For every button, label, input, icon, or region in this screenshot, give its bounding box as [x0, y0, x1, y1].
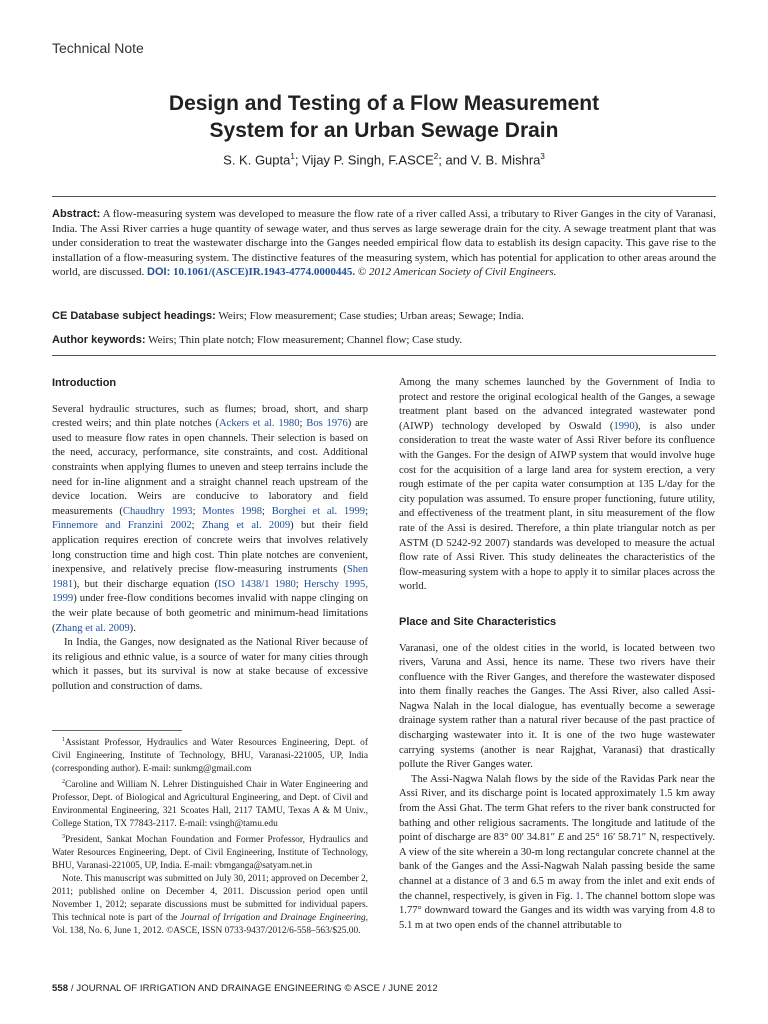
author-1-mark: 1 [290, 152, 295, 161]
keywords-text: Weirs; Thin plate notch; Flow measurement; Channel flow; Case study. [148, 334, 463, 346]
text-run: ; [299, 418, 307, 430]
abstract-bottom-rule [52, 355, 716, 356]
author-1: S. K. Gupta [223, 152, 291, 168]
note-text-end: , Vol. 138, No. 6, June 1, 2012. ©ASCE, ISSN 0733-9437/2012/6-558–563/$25.00. [52, 913, 369, 937]
citation-link[interactable]: Chaudhry 1993 [122, 505, 193, 517]
citation-link[interactable]: Finnemore and Franzini 2002 [52, 520, 192, 532]
title-line-2: System for an Urban Sewage Drain [209, 119, 559, 142]
citation-link[interactable]: 1990 [613, 420, 635, 432]
citation-link[interactable]: Shen 1981 [52, 564, 368, 590]
subject-label: CE Database subject headings: [52, 310, 216, 322]
footnote-1-text: Assistant Professor, Hydraulics and Water Resources Engineering, Dept. of Civil Engineering, Institute of Technology, BHU, Varanasi-221005, UP, India (corresponding author). E-mail: sunkmg@gmail.com [52, 738, 368, 775]
citation-link[interactable]: Bos 1976 [306, 418, 348, 430]
journal-name: Journal of Irrigation and Drainage Engineering [180, 913, 366, 924]
footnote-2-mark: 2 [62, 779, 65, 786]
author-list [60, 152, 708, 167]
text-run: Among the many schemes launched by the Government of India to protect and restore the original ecological health of the Ganges, a sewage treatment plant based on the advanced integrated wastewater pond (AIWP) technology developed by Oswald ( [399, 377, 715, 432]
footnote-3-mark: 3 [62, 834, 65, 841]
place-paragraph-1: Varanasi, one of the oldest cities in the world, is located between two rivers, Varuna and Assi, hence its name. These two rivers have their confluence with the River Ganges, and therefore the wastewater disposed into them finally reaches the Ganges. The Assi River, also called Assi-Nagwa Nalah in the local dialogue, has eventually become a sewerage drainage system rather than a natural river because of the past practice of discharging wastewater into it. It is one of the two huge wastewater carrying systems (another is near Rajghat, Varanasi) that drastically pollute the River Ganges water. [399, 642, 715, 771]
text-run: ; [192, 505, 203, 517]
doi-label: DOI: [147, 266, 171, 279]
author-2: ; Vijay P. Singh, F.ASCE [294, 152, 434, 168]
text-run: ), but their discharge equation ( [73, 578, 218, 590]
citation-link[interactable]: Herschy 1995, 1999 [52, 578, 368, 605]
citation-link[interactable]: Montes 1998 [202, 505, 263, 517]
text-run: ) but their field application requires erection of concrete weirs that involves relatively long construction time and high cost. Thin plate notches are convenient, inexpensive, and relatively precise flow-measuring instruments ( [52, 520, 368, 576]
citation-link[interactable]: Ackers et al. 1980 [218, 418, 300, 430]
keywords-label: Author keywords: [52, 334, 146, 346]
text-run: The Assi-Nagwa Nalah flows by the side of the Ravidas Park near the Assi River, and its discharge point is located approximately 1.5 km away from the Assi Ghat. The term Ghat refers to the river bank constructed for bathing and other religious sacraments. The longitude and latitude of the point of discharge are 83° 00′ 34.81″ [399, 773, 715, 844]
footnote-1-mark: 1 [62, 737, 65, 743]
intro-paragraph-1 [52, 403, 368, 637]
doi-link[interactable]: 10.1061/(ASCE)IR.1943-4774.0000445. [173, 266, 356, 279]
note-text: Note. This manuscript was submitted on July 30, 2011; approved on December 2, 2011; published online on December 4, 2011. Discussion period open until November 1, 2012; separate discussions must be submitted for individual papers. This technical note is part of the [52, 874, 368, 924]
copyright: © 2012 American Society of Civil Engineers. [357, 266, 557, 279]
left-column [52, 376, 368, 694]
citation-link[interactable]: Zhang et al. 2009 [55, 622, 130, 634]
section-heading-introduction: Introduction [52, 377, 117, 389]
page-number: 558 [52, 983, 69, 994]
right-column [399, 376, 715, 933]
footnotes [52, 734, 368, 938]
abstract [52, 207, 716, 280]
right-paragraph-1 [399, 376, 715, 595]
text-run: ) under free-flow conditions becomes invalid with nappe clinging on the weir plate because of both geometric and minimum-head limitations ( [52, 593, 368, 634]
title-line-1: Design and Testing of a Flow Measurement [168, 92, 600, 115]
abstract-text: A flow-measuring system was developed to measure the flow rate of a river called Assi, a tributary to River Ganges in the city of Varanasi, India. The Assi River carries a huge quantity of sewage water, and thus serves as large sewerage drain for the city. A sewage treatment plant that was under consideration to treat the wastewater discharge into the Ganges needed empirical flow data to establish its design capacity. This gave rise to the installation of a flow-measuring system. The distinctive features of the measuring system, which has potential for application to other areas around the world, are discussed. [52, 208, 716, 279]
abstract-top-rule [52, 196, 716, 197]
text-run: E [557, 832, 565, 844]
citation-link[interactable]: Borghei et al. 1999 [271, 505, 366, 517]
author-3: ; and V. B. Mishra [438, 152, 541, 168]
page-footer [52, 983, 438, 994]
figure-link[interactable]: 1 [575, 890, 581, 902]
footnote-3-text: President, Sankat Mochan Foundation and Former Professor, Hydraulics and Water Resources Engineering, Dept. of Civil Engineering, Institute of Technology, BHU, Varanasi-221005, UP, India. E-mail: vbmganga@satyam.net.in [52, 835, 368, 872]
text-run: ; [191, 520, 202, 532]
abstract-label: Abstract: [52, 208, 101, 220]
author-2-mark: 2 [433, 152, 439, 161]
article-title [60, 90, 708, 144]
text-run: ; [295, 578, 304, 590]
text-run: ). [129, 622, 136, 634]
footer-text: / JOURNAL OF IRRIGATION AND DRAINAGE ENGINEERING © ASCE / JUNE 2012 [68, 983, 438, 994]
intro-paragraph-2: In India, the Ganges, now designated as the National River because of its religious and ethnic value, is a source of water for many cities through which it passes, but its survival is now at stake because of excessive pollution and construction of dams. [52, 637, 368, 692]
subject-headings [52, 309, 716, 323]
footnote-2-text: Caroline and William N. Lehrer Distinguished Chair in Water Engineering and Professor, Dept. of Biological and Agricultural Engineering, and Dept. of Civil and Environmental Engineering, 321 Scoates Hall, 2117 TAMU, Texas A & M Univ., College Station, TX 77843-2117. E-mail: vsingh@tamu.edu [52, 780, 368, 830]
section-heading-place: Place and Site Characteristics [399, 615, 557, 628]
footnote-3 [52, 831, 368, 873]
place-paragraph-2 [399, 773, 715, 934]
manuscript-note [52, 873, 368, 938]
text-run: and 25° 16′ 58.71″ N, respectively. A view of the site wherein a 30-m long rectangular concrete channel at the bank of the Ganges and the Assi-Nagwah Nalah passing beside the same channel at a distance of 3 and 6.5 m away from the inlet and exit ends of the channel, respectively, is given in Fig. [399, 832, 715, 902]
citation-link[interactable]: ISO 1438/1 1980 [218, 578, 296, 590]
text-run: . The channel bottom slope was 1.77° downward toward the Ganges and its width was varying from 4.8 to 5.1 m at two open ends of the channel attributable to [399, 890, 715, 931]
text-run: ; [262, 505, 272, 517]
footnote-rule [52, 730, 182, 731]
footnote-1 [52, 734, 368, 776]
text-run: ; [365, 505, 369, 517]
citation-link[interactable]: Zhang et al. 2009 [201, 520, 291, 532]
text-run: ), is also under consideration to treat the waste water of Assi River before its confluence with the Ganges. For the design of AIWP system that would involve huge cost for the acquisition of a large land area for system erection, a very rough estimate of the per capita water consumption at 135 L/day for the city population was assumed. To ensure proper functioning, future utility, and effectiveness of the treatment plant, in situ measurement of the flow rate of the Assi is desired. Therefore, a thin plate triangular notch as per ASTM (D 5242-92 2007) standards was developed to measure the actual flow rate of Assi River. This study delineates the characteristics of the flow-measuring system with a hope to apply it to similar places across the world. [399, 420, 716, 593]
text-run: Several hydraulic structures, such as flumes; broad, short, and sharp crested weirs; and thin plate notches ( [52, 403, 368, 430]
article-type-label: Technical Note [52, 40, 144, 56]
footnote-2 [52, 776, 368, 831]
author-3-mark: 3 [540, 152, 545, 161]
author-keywords [52, 333, 716, 347]
text-run: ) are used to measure flow rates in open channels. Their selection is based on the need, accuracy, performance, site constraints, and cost. Additional constraints when applying flumes to uneven and steep terrains include the need for in-line alignment and a straight channel reach upstream of the device location. Weirs are conducive to laboratory and field measurements ( [52, 418, 369, 517]
subject-text: Weirs; Flow measurement; Case studies; Urban areas; Sewage; India. [218, 310, 524, 322]
